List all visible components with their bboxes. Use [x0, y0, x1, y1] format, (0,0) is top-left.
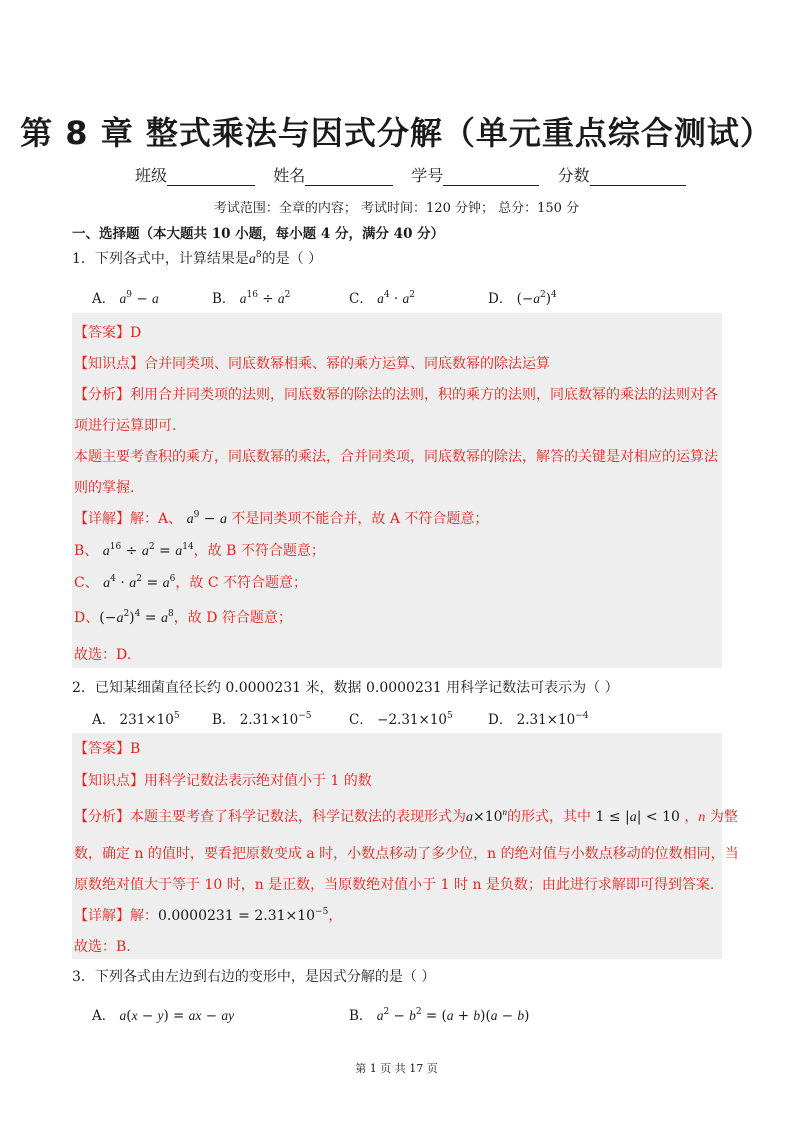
class-blank — [167, 167, 255, 186]
question-2-stem: 2．已知某细菌直径长约 0.0000231 米，数据 0.0000231 用科学记数法可表示为（ ） — [72, 680, 619, 696]
q1-detail-d: D、$(-a^2)^4 = a^8$，故 D 符合题意； — [74, 609, 292, 626]
q1-option-c: C． $a^4 \cdot a^2$ — [349, 290, 415, 307]
q3-option-a: A． a(x − y) = ax − ay — [92, 1008, 235, 1024]
q2-detail: 【详解】解：$0.0000231 = 2.31\times 10^{-5}$， — [74, 907, 343, 924]
q2-analysis-line1: 【分析】本题主要考查了科学记数法，科学记数法的表现形式为$a\times 10^n$的形式，其中 1 ≤ |a| < 10 ，n 为整 — [74, 807, 738, 825]
q3-option-b: B． $a^2 - b^2 = (a + b)(a - b)$ — [349, 1007, 530, 1024]
q1-option-d: D． $(-a^2)^4$ — [488, 290, 557, 307]
page-footer: 第 1 页 共 17 页 — [355, 1062, 438, 1075]
q2-analysis-line3: 原数绝对值大于等于 10 时，n 是正数，当原数绝对值小于 1 时 n 是负数；由此进行求解即可得到答案. — [74, 877, 715, 893]
question-1-stem: 1．下列各式中，计算结果是$a^8$的是（ ） — [72, 250, 323, 267]
q1-option-b: B． $a^{16} \div a^2$ — [212, 290, 291, 307]
q2-analysis-line2: 数，确定 n 的值时，要看把原数变成 a 时，小数点移动了多少位，n 的绝对值与小数点移动的位数相同，当 — [74, 846, 739, 862]
q1-answer: 【答案】D — [74, 325, 142, 341]
q1-analysis-line4: 则的掌握. — [74, 480, 135, 496]
score-label: 分数 — [557, 166, 590, 185]
q2-option-a: A． $231\times 10^5$ — [92, 711, 180, 728]
q1-choice: 故选：D. — [74, 647, 132, 663]
name-label: 姓名 — [273, 166, 306, 185]
id-blank — [443, 167, 539, 186]
name-blank — [305, 167, 393, 186]
q2-choice: 故选：B. — [74, 939, 131, 955]
q2-knowledge: 【知识点】用科学记数法表示绝对值小于 1 的数 — [74, 773, 372, 789]
question-3-stem: 3．下列各式由左边到右边的变形中，是因式分解的是（ ） — [72, 969, 436, 985]
score-blank — [590, 167, 686, 186]
q1-detail-b: B、 $a^{16} \div a^2 = a^{14}$，故 B 不符合题意； — [74, 542, 325, 559]
q2-answer: 【答案】B — [74, 741, 141, 757]
q2-option-c: C． $-2.31\times 10^5$ — [349, 711, 453, 728]
q1-option-a: A． $a^9 - a$ — [92, 290, 159, 307]
q2-option-b: B． $2.31\times 10^{-5}$ — [212, 711, 312, 728]
q1-knowledge: 【知识点】合并同类项、同底数幂相乘、幂的乘方运算、同底数幂的除法运算 — [74, 356, 550, 372]
page-title: 第 8 章 整式乘法与因式分解（单元重点综合测试） — [20, 114, 773, 152]
exam-scope: 考试范围：全章的内容； 考试时间：120 分钟； 总分：150 分 — [213, 201, 580, 216]
id-label: 学号 — [411, 166, 444, 185]
q1-analysis-line2: 项进行运算即可. — [74, 418, 177, 434]
q1-detail-a: 【详解】解：A、 $a^9 - a$ 不是同类项不能合并，故 A 不符合题意； — [74, 510, 489, 527]
class-label: 班级 — [135, 166, 168, 185]
q1-detail-c: C、 $a^4 \cdot a^2 = a^6$，故 C 不符合题意； — [74, 574, 307, 591]
section-heading: 一、选择题（本大题共 10 小题，每小题 4 分，满分 40 分） — [72, 226, 445, 242]
q1-analysis-line3: 本题主要考查积的乘方，同底数幂的乘法，合并同类项，同底数幂的除法，解答的关键是对相应的运算法 — [74, 449, 718, 465]
q1-analysis-line1: 【分析】利用合并同类项的法则，同底数幂的除法的法则，积的乘方的法则，同底数幂的乘法的法则对各 — [74, 387, 718, 403]
q2-option-d: D． $2.31\times 10^{-4}$ — [488, 711, 589, 728]
student-info-line — [135, 163, 686, 186]
